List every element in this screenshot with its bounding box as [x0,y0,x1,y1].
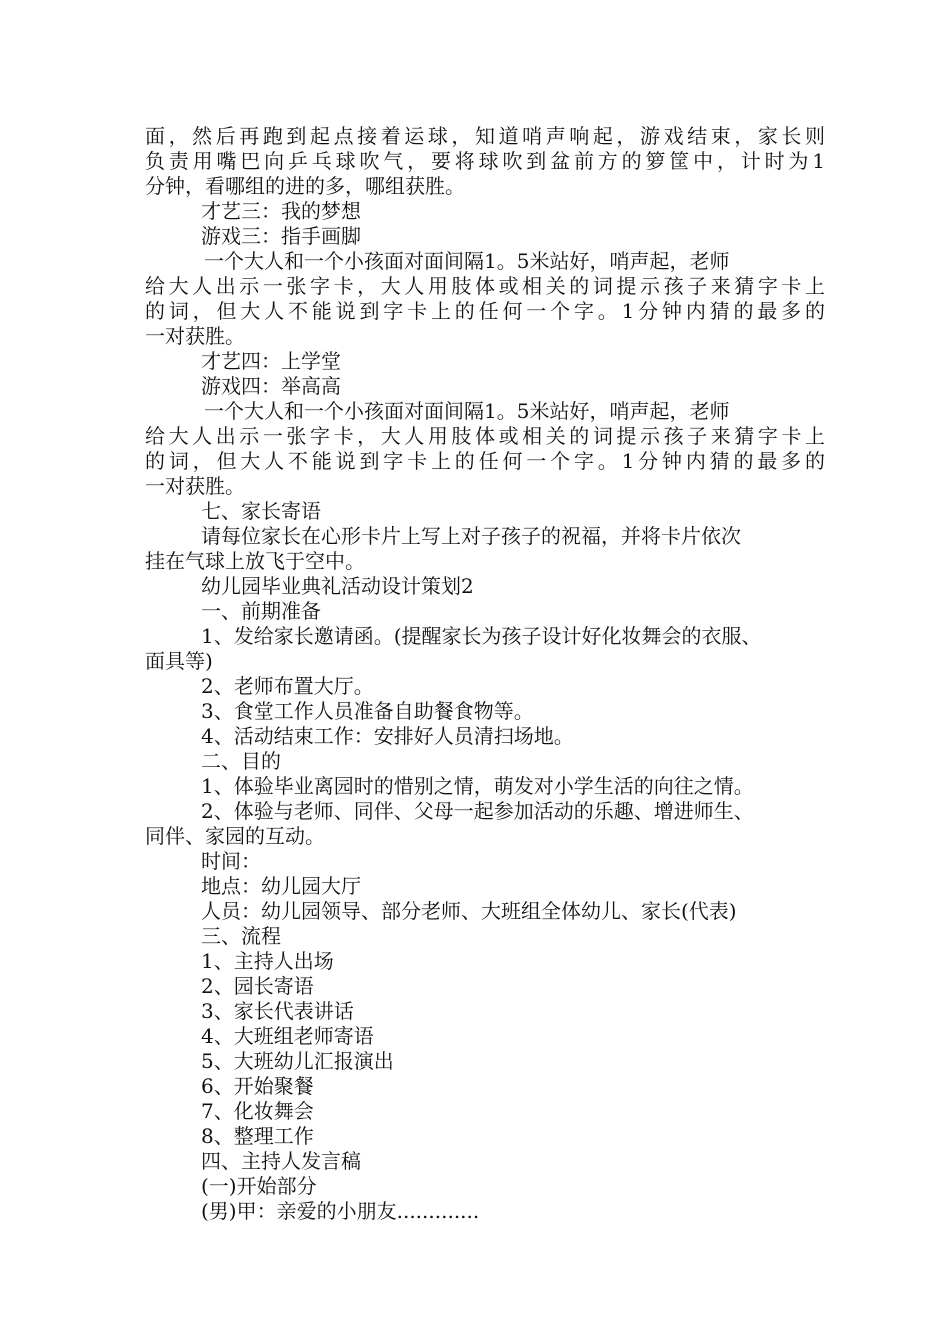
list-item: 4、大班组老师寄语 [201,1024,374,1048]
list-item: 3、家长代表讲话 [201,999,354,1023]
text-line: 一个大人和一个小孩面对面间隔1。5米站好，哨声起，老师 [204,249,730,273]
text-line: 给大人出示一张字卡，大人用肢体或相关的词提示孩子来猜字卡上 [145,424,825,448]
heading-line: 游戏三：指手画脚 [201,224,361,248]
text-line: 请每位家长在心形卡片上写上对子孩子的祝福，并将卡片依次 [201,524,741,548]
list-item: 8、整理工作 [201,1124,314,1148]
text-line: 的词，但大人不能说到字卡上的任何一个字。1分钟内猜的最多的 [145,299,825,323]
text-line: 一对获胜。 [145,474,245,498]
list-item: 1、体验毕业离园时的惜别之情，萌发对小学生活的向往之情。 [201,774,754,798]
list-item: 4、活动结束工作：安排好人员清扫场地。 [201,724,574,748]
text-line: 给大人出示一张字卡，大人用肢体或相关的词提示孩子来猜字卡上 [145,274,825,298]
section-title: 幼儿园毕业典礼活动设计策划2 [201,574,474,598]
text-line: 1、发给家长邀请函。(提醒家长为孩子设计好化妆舞会的衣服、 [201,624,762,648]
heading-line: 七、家长寄语 [201,499,321,523]
text-line: 面具等) [145,649,213,673]
text-line: 的词，但大人不能说到字卡上的任何一个字。1分钟内猜的最多的 [145,449,825,473]
heading-line: 才艺三：我的梦想 [201,199,361,223]
heading-line: 一、前期准备 [201,599,321,623]
list-item: 6、开始聚餐 [201,1074,314,1098]
heading-line: 四、主持人发言稿 [201,1149,361,1173]
text-line: 地点：幼儿园大厅 [201,874,361,898]
list-item: 2、体验与老师、同伴、父母一起参加活动的乐趣、增进师生、 [201,799,754,823]
list-item: 3、食堂工作人员准备自助餐食物等。 [201,699,534,723]
list-item: 1、主持人出场 [201,949,334,973]
list-item: 2、老师布置大厅。 [201,674,374,698]
list-item: 2、园长寄语 [201,974,314,998]
text-line: (男)甲：亲爱的小朋友............. [201,1199,480,1223]
document-body [145,124,825,1224]
list-item: 7、化妆舞会 [201,1099,314,1123]
text-line: 负责用嘴巴向乒乓球吹气，要将球吹到盆前方的箩筐中，计时为1 [145,149,825,173]
text-line: 时间： [201,849,261,873]
heading-line: 游戏四：举高高 [201,374,341,398]
heading-line: 三、流程 [201,924,281,948]
list-item: 5、大班幼儿汇报演出 [201,1049,394,1073]
text-line: 分钟，看哪组的进的多，哪组获胜。 [145,174,465,198]
text-line: 人员：幼儿园领导、部分老师、大班组全体幼儿、家长(代表) [201,899,737,923]
heading-line: (一)开始部分 [201,1174,317,1198]
text-line: 一个大人和一个小孩面对面间隔1。5米站好，哨声起，老师 [204,399,730,423]
text-line: 同伴、家园的互动。 [145,824,325,848]
heading-line: 才艺四：上学堂 [201,349,341,373]
text-line: 面，然后再跑到起点接着运球，知道哨声响起，游戏结束，家长则 [145,124,825,148]
heading-line: 二、目的 [201,749,281,773]
text-line: 一对获胜。 [145,324,245,348]
text-line: 挂在气球上放飞于空中。 [145,549,365,573]
